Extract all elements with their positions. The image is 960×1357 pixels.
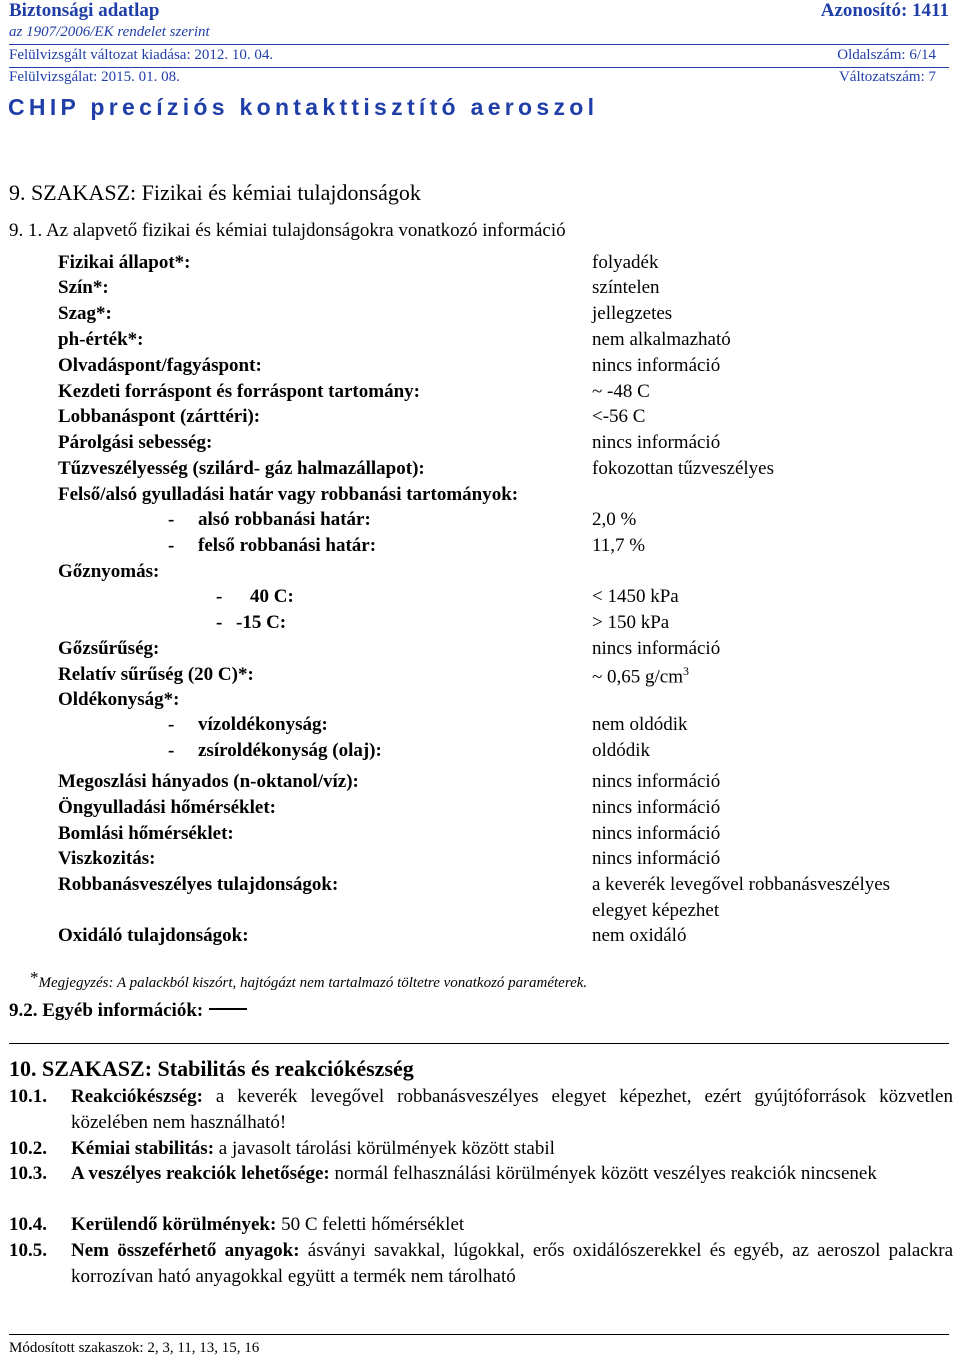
item-body: normál felhasználási körülmények között veszélyes reakciók nincsenek	[329, 1163, 877, 1184]
section-divider	[9, 1043, 949, 1044]
density-exponent: 3	[683, 664, 690, 678]
list-dash: -	[168, 509, 175, 530]
item-text	[71, 1238, 953, 1290]
item-text	[71, 1136, 953, 1162]
property-value: nincs információ	[592, 848, 721, 869]
property-value: nincs információ	[592, 797, 721, 818]
property-value: <-56 C	[592, 406, 646, 427]
section-9-1-title: 9. 1. Az alapvető fizikai és kémiai tulajdonságokra vonatkozó információ	[9, 220, 566, 241]
property-label: felső robbanási határ:	[198, 535, 377, 556]
version-number: Változatszám: 7	[838, 69, 936, 85]
property-label: Kezdeti forráspont és forráspont tartomány:	[58, 381, 420, 402]
property-value: nincs információ	[592, 638, 721, 659]
item-label: Kémiai stabilitás:	[71, 1138, 215, 1159]
property-label: Gőznyomás:	[58, 561, 160, 582]
modified-sections: Módosított szakaszok: 2, 3, 11, 13, 15, 16	[9, 1340, 260, 1356]
property-label: 40 C:	[250, 586, 294, 607]
property-label: ph-érték*:	[58, 329, 144, 350]
revised-edition: Felülvizsgált változat kiadása: 2012. 10. 04.	[9, 47, 274, 63]
section-10-4	[9, 1212, 953, 1238]
list-dash: -	[168, 714, 175, 735]
property-value: 2,0 %	[592, 509, 637, 530]
property-value: oldódik	[592, 740, 651, 761]
list-dash: -	[168, 535, 175, 556]
property-value: elegyet képezhet	[592, 900, 720, 921]
property-label: Lobbanáspont (zárttéri):	[58, 406, 261, 427]
property-label: Tűzveszélyesség (szilárd- gáz halmazállapot):	[58, 458, 425, 479]
property-label: alsó robbanási határ:	[198, 509, 371, 530]
document-title: Biztonsági adatlap	[9, 0, 160, 21]
property-label: Robbanásveszélyes tulajdonságok:	[58, 874, 339, 895]
property-label: Bomlási hőmérséklet:	[58, 823, 234, 844]
property-value: fokozottan tűzveszélyes	[592, 458, 775, 479]
section-10-5	[9, 1238, 953, 1290]
property-value: nincs információ	[592, 432, 721, 453]
property-label: Olvadáspont/fagyáspont:	[58, 355, 262, 376]
property-label: zsíroldékonyság (olaj):	[198, 740, 382, 761]
item-body: a javasolt tárolási körülmények között stabil	[214, 1138, 555, 1159]
header-divider	[9, 67, 949, 68]
property-value: nem alkalmazható	[592, 329, 731, 350]
property-value: jellegzetes	[592, 303, 673, 324]
product-name: CHIP precíziós kontakttisztító aeroszol	[8, 94, 599, 120]
property-value: színtelen	[592, 277, 660, 298]
property-value: 11,7 %	[592, 535, 646, 556]
property-label: Oxidáló tulajdonságok:	[58, 925, 249, 946]
page-number: Oldalszám: 6/14	[837, 47, 936, 63]
footnote-star: *	[30, 968, 39, 987]
property-label: Relatív sűrűség (20 C)*:	[58, 664, 254, 685]
property-value: ~ -48 C	[592, 381, 650, 402]
property-value: nem oldódik	[592, 714, 688, 735]
item-number: 10.2.	[9, 1138, 47, 1159]
item-number: 10.5.	[9, 1240, 47, 1261]
section-10-title: 10. SZAKASZ: Stabilitás és reakciókészség	[9, 1056, 414, 1081]
density-value: ~ 0,65 g/cm	[592, 666, 684, 688]
review-date: Felülvizsgálat: 2015. 01. 08.	[9, 69, 180, 85]
footnote	[30, 968, 587, 992]
section-10-3	[9, 1161, 953, 1187]
property-label: -15 C:	[236, 612, 287, 633]
item-number: 10.3.	[9, 1163, 47, 1184]
property-label: Felső/alsó gyulladási határ vagy robbanási tartományok:	[58, 484, 519, 505]
item-body: 50 C feletti hőmérséklet	[276, 1214, 465, 1235]
item-text	[71, 1084, 953, 1136]
list-dash: -	[168, 740, 175, 761]
item-body: ásványi savakkal, lúgokkal, erős oxidálószerekkel és egyéb, az aeroszol palackra korrozívan ható anyagokkal együtt a termék nem tárolható	[71, 1240, 953, 1287]
property-value: nincs információ	[592, 771, 721, 792]
footer-divider	[9, 1334, 949, 1335]
section-10-2	[9, 1136, 953, 1162]
regulation-reference: az 1907/2006/EK rendelet szerint	[9, 24, 210, 40]
item-text	[71, 1212, 953, 1238]
property-value: nincs információ	[592, 823, 721, 844]
property-value: nem oxidáló	[592, 925, 687, 946]
empty-value-dash	[209, 1008, 247, 1010]
section-10-1	[9, 1084, 953, 1136]
property-label: Viszkozitás:	[58, 848, 156, 869]
property-label: Párolgási sebesség:	[58, 432, 213, 453]
property-value: nincs információ	[592, 355, 721, 376]
property-label: Öngyulladási hőmérséklet:	[58, 797, 276, 818]
property-value: > 150 kPa	[592, 612, 670, 633]
property-value: folyadék	[592, 252, 659, 273]
header-divider	[9, 44, 949, 45]
section-9-2-label: 9.2. Egyéb információk:	[9, 1000, 204, 1021]
document-id: Azonosító: 1411	[820, 0, 949, 21]
property-label: Gőzsűrűség:	[58, 638, 160, 659]
property-label: Szín*:	[58, 277, 109, 298]
section-9-2-title	[9, 1000, 247, 1022]
property-label: vízoldékonyság:	[198, 714, 328, 735]
property-label: Szag*:	[58, 303, 112, 324]
item-label: A veszélyes reakciók lehetősége:	[71, 1163, 330, 1184]
item-body: a keverék levegővel robbanásveszélyes elegyet képezhet, ezért gyújtóforrások közvetlen közelében nem használható!	[71, 1086, 953, 1133]
item-number: 10.4.	[9, 1214, 47, 1235]
list-dash: -	[216, 612, 223, 633]
property-value: < 1450 kPa	[592, 586, 679, 607]
property-label: Fizikai állapot*:	[58, 252, 191, 273]
property-value	[592, 664, 689, 688]
item-label: Reakciókészség:	[71, 1086, 203, 1107]
item-text	[71, 1161, 953, 1187]
footnote-text: Megjegyzés: A palackból kiszórt, hajtógázt nem tartalmazó töltetre vonatkozó paraméterek.	[38, 975, 588, 991]
item-label: Nem összeférhető anyagok:	[71, 1240, 300, 1261]
section-9-title: 9. SZAKASZ: Fizikai és kémiai tulajdonságok	[9, 180, 421, 205]
property-label: Megoszlási hányados (n-oktanol/víz):	[58, 771, 359, 792]
property-label: Oldékonyság*:	[58, 689, 180, 710]
item-number: 10.1.	[9, 1086, 47, 1107]
property-value: a keverék levegővel robbanásveszélyes	[592, 874, 891, 895]
item-label: Kerülendő körülmények:	[71, 1214, 277, 1235]
list-dash: -	[216, 586, 223, 607]
